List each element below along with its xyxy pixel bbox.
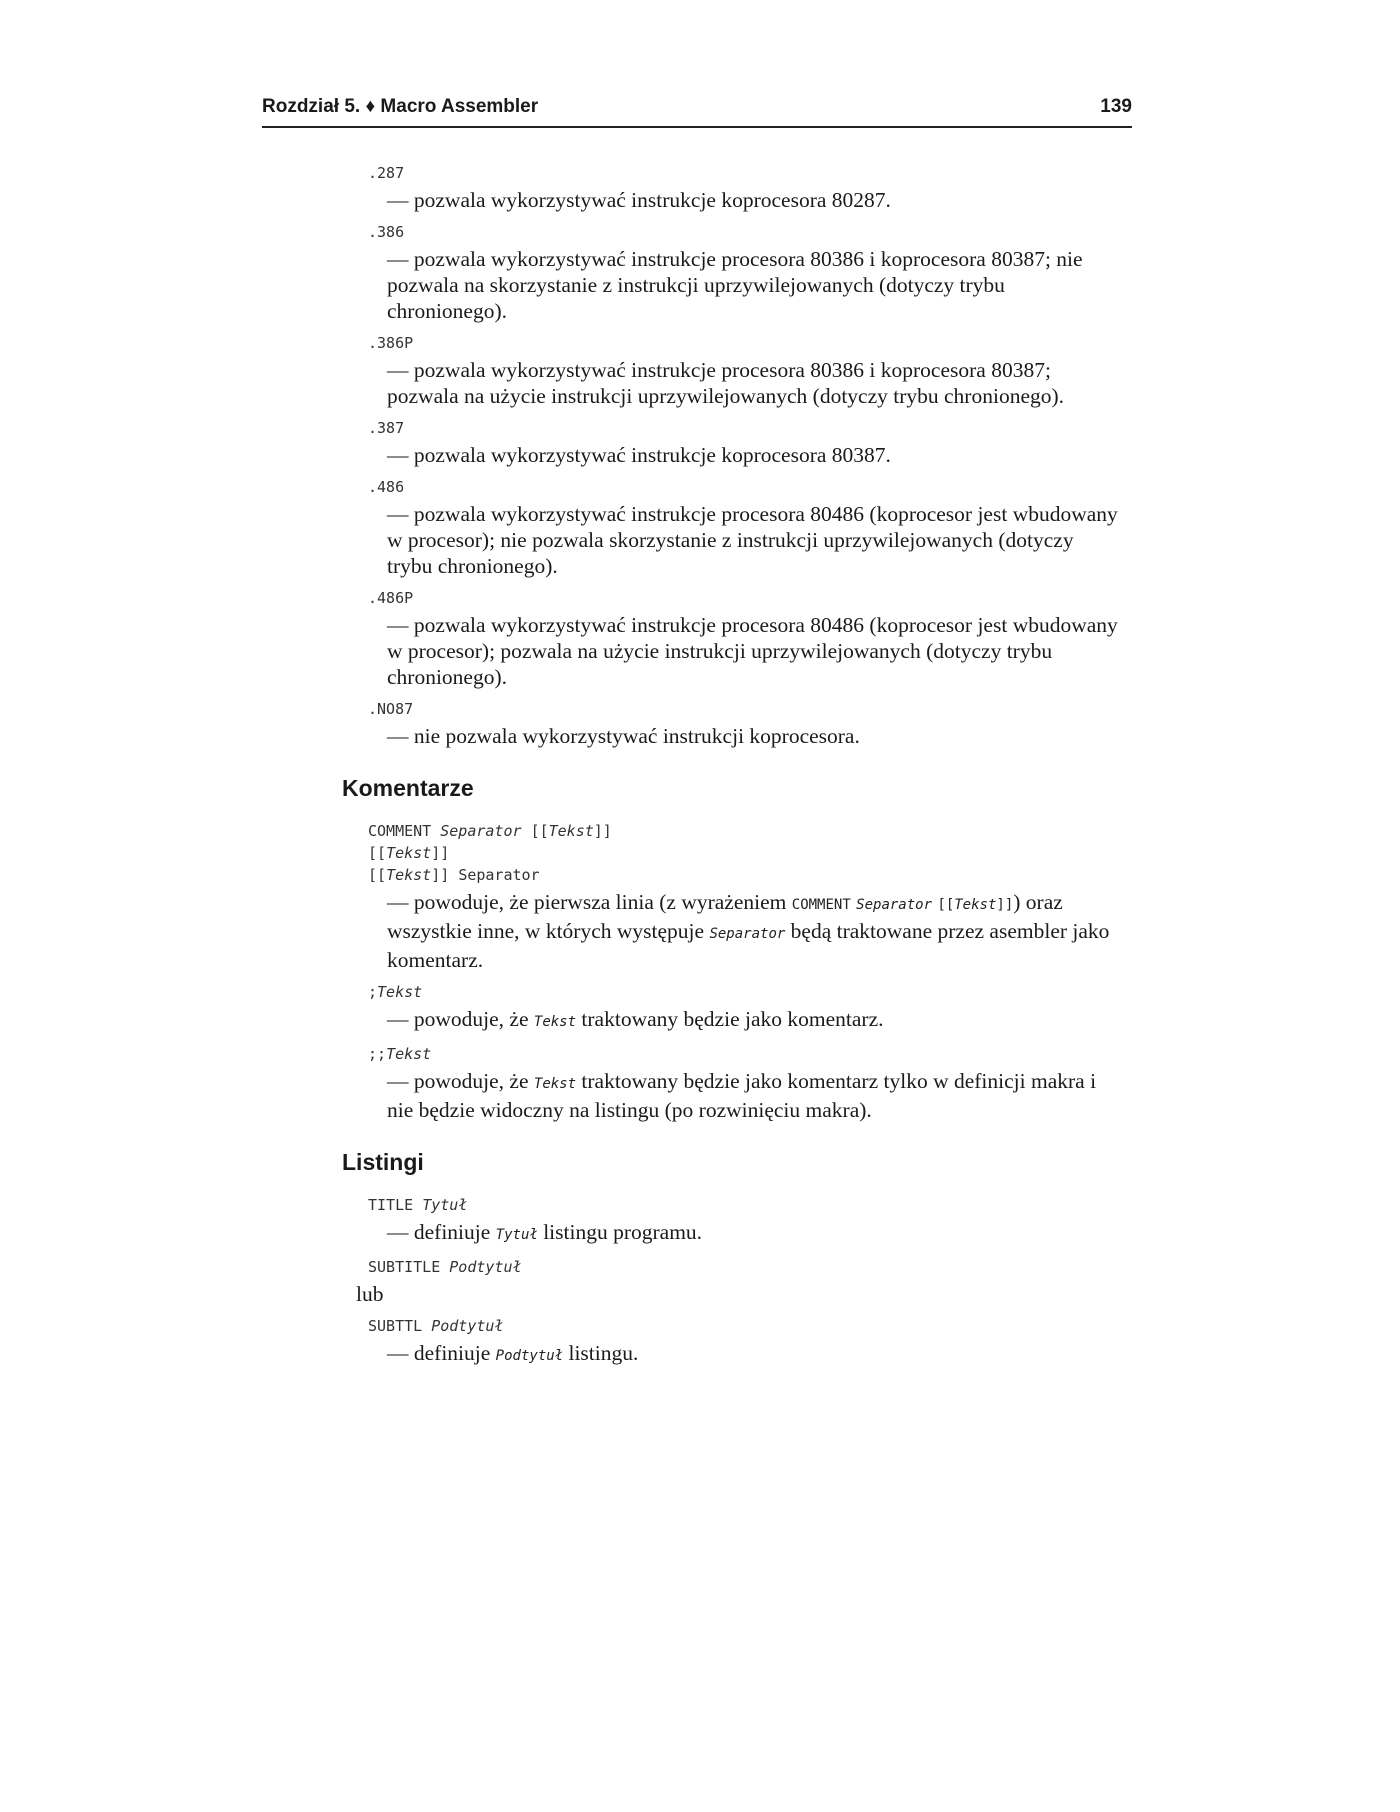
desc-text: — powoduje, że xyxy=(387,1007,534,1031)
directive-code: .386 xyxy=(368,223,405,241)
inline-code: Tekst xyxy=(533,1014,577,1030)
code-keyword: SUBTITLE xyxy=(368,1258,441,1276)
desc-text: będą traktowane przez asembler jako komentarz. xyxy=(387,919,1110,972)
comment-block-entry xyxy=(342,820,1132,973)
inline-code: Podtytuł xyxy=(495,1348,564,1364)
inline-code: COMMENT xyxy=(791,897,851,913)
inline-code: Tytuł xyxy=(495,1227,538,1243)
directive-code: .NO87 xyxy=(368,700,414,718)
desc-text: ) oraz wszystkie inne, w których występuje xyxy=(387,890,1063,943)
code-line xyxy=(368,1043,1132,1065)
code-prefix: ;; xyxy=(368,1045,387,1063)
section-heading-listingi: Listingi xyxy=(342,1149,424,1175)
directive-code: .287 xyxy=(368,164,405,182)
directive-entry xyxy=(342,162,1132,213)
code-param: Separator xyxy=(440,822,522,840)
code-param: Tekst xyxy=(386,844,432,862)
inline-code: Separator xyxy=(709,926,786,942)
code-bracket: [[ xyxy=(368,866,387,884)
code-line xyxy=(368,1194,1132,1216)
page-number: 139 xyxy=(1100,96,1132,117)
directive-desc: — pozwala wykorzystywać instrukcje koprocesora 80287. xyxy=(387,188,891,212)
directive-desc: — pozwala wykorzystywać instrukcje procesora 80486 (koprocesor jest wbudowany w procesor); nie pozwala skorzystanie z instrukcji uprzywilejowanych (dotyczy trybu chronionego). xyxy=(387,502,1118,578)
code-bracket: ]] xyxy=(593,822,612,840)
directive-entry xyxy=(342,332,1132,409)
inline-code: Separator xyxy=(856,897,933,913)
chapter-title: Rozdział 5. ♦ Macro Assembler xyxy=(262,96,539,117)
desc-text: — powoduje, że xyxy=(387,1069,534,1093)
title-entry xyxy=(342,1194,1132,1248)
code-bracket: [[ xyxy=(530,822,549,840)
desc-text: — definiuje xyxy=(387,1341,496,1365)
directive-desc: — pozwala wykorzystywać instrukcje procesora 80386 i koprocesora 80387; nie pozwala na skorzystanie z instrukcji uprzywilejowanych (dotyczy trybu chronionego). xyxy=(387,247,1083,323)
inline-code: Tekst xyxy=(533,1076,577,1092)
desc-text: — powoduje, że pierwsza linia (z wyrażeniem xyxy=(387,890,792,914)
code-bracket: ]] xyxy=(431,844,450,862)
directive-code: .486P xyxy=(368,589,414,607)
code-line xyxy=(368,820,1132,842)
directive-entry xyxy=(342,587,1132,690)
desc-text: listingu programu. xyxy=(537,1220,703,1244)
code-param: Separator xyxy=(458,866,540,884)
code-param: Tytuł xyxy=(422,1196,468,1214)
directive-desc xyxy=(387,1068,1132,1123)
directive-desc xyxy=(387,1006,1132,1035)
code-line xyxy=(368,842,1132,864)
page-header xyxy=(262,96,1132,128)
directive-desc: — pozwala wykorzystywać instrukcje koprocesora 80387. xyxy=(387,443,891,467)
section-heading-komentarze: Komentarze xyxy=(342,775,474,801)
directive-entry xyxy=(342,417,1132,468)
inline-code: ]] xyxy=(996,897,1014,913)
code-bracket: ]] xyxy=(431,866,450,884)
directive-entry xyxy=(342,221,1132,324)
inline-code: [[ xyxy=(937,897,955,913)
code-bracket: [[ xyxy=(368,844,387,862)
directive-desc: — nie pozwala wykorzystywać instrukcji koprocesora. xyxy=(387,724,860,748)
code-param: Tekst xyxy=(386,866,432,884)
code-line xyxy=(368,1256,1132,1278)
subttl-entry xyxy=(342,1315,1132,1369)
desc-text: — definiuje xyxy=(387,1220,496,1244)
code-line xyxy=(368,864,1132,886)
desc-text: listingu. xyxy=(563,1341,639,1365)
directive-entry xyxy=(342,698,1132,749)
comment-double-entry xyxy=(342,1043,1132,1123)
directive-code: .387 xyxy=(368,419,405,437)
page-content xyxy=(342,162,1132,1377)
inline-code: Tekst xyxy=(954,897,997,913)
code-param: Podtytuł xyxy=(449,1258,522,1276)
code-keyword: SUBTTL xyxy=(368,1317,423,1335)
directive-code: .486 xyxy=(368,478,405,496)
code-param: Tekst xyxy=(377,983,423,1001)
code-line xyxy=(368,1315,1132,1337)
desc-text: traktowany będzie jako komentarz tylko w definicji makra i nie będzie widoczny na listingu (po rozwinięciu makra). xyxy=(387,1069,1097,1122)
code-param: Tekst xyxy=(548,822,594,840)
directive-code: .386P xyxy=(368,334,414,352)
directive-desc xyxy=(387,1340,1132,1369)
directive-desc: — pozwala wykorzystywać instrukcje procesora 80386 i koprocesora 80387; pozwala na użycie instrukcji uprzywilejowanych (dotyczy trybu chronionego). xyxy=(387,358,1065,408)
directive-desc xyxy=(387,889,1132,973)
code-line xyxy=(368,981,1132,1003)
code-param: Podtytuł xyxy=(431,1317,504,1335)
directive-desc: — pozwala wykorzystywać instrukcje procesora 80486 (koprocesor jest wbudowany w procesor); pozwala na użycie instrukcji uprzywilejowanych (dotyczy trybu chronionego). xyxy=(387,613,1118,689)
code-keyword: TITLE xyxy=(368,1196,414,1214)
code-prefix: ; xyxy=(368,983,378,1001)
code-keyword: COMMENT xyxy=(368,822,432,840)
subtitle-entry xyxy=(342,1256,1132,1307)
comment-single-entry xyxy=(342,981,1132,1035)
or-text: lub xyxy=(356,1282,384,1306)
code-param: Tekst xyxy=(386,1045,432,1063)
desc-text: traktowany będzie jako komentarz. xyxy=(576,1007,884,1031)
directive-desc xyxy=(387,1219,1132,1248)
directive-entry xyxy=(342,476,1132,579)
